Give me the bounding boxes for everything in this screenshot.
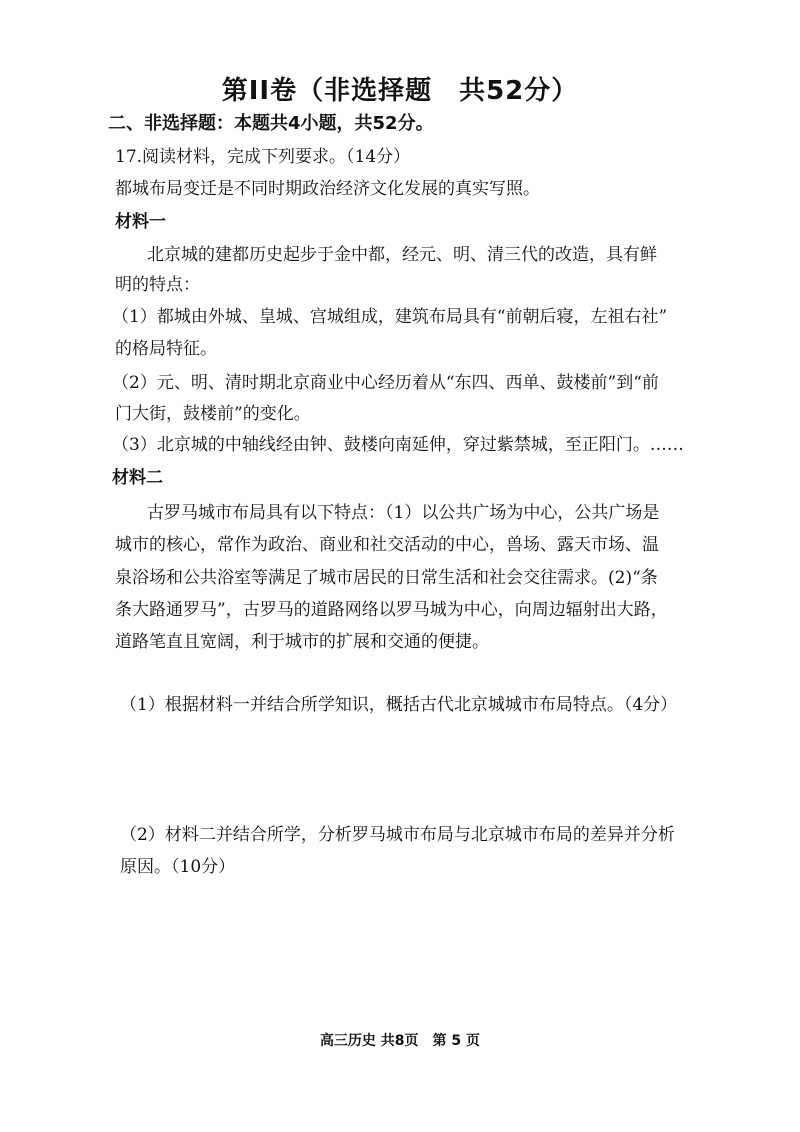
material-2-line: 城市的核心，常作为政治、商业和社交活动的中心，兽场、露天市场、温 <box>115 535 659 555</box>
section-heading: 二、非选择题：本题共4小题，共52分。 <box>108 113 434 134</box>
material-1-line: 北京城的建都历史起步于金中都，经元、明、清三代的改造，具有鲜 <box>147 245 657 265</box>
page-footer: 高三历史 共8页 第 5 页 <box>319 1033 481 1049</box>
material-1-line: （2）元、明、清时期北京商业中心经历着从“东四、西单、鼓楼前”到“前 <box>112 373 659 393</box>
material-1-line: 的格局特征。 <box>115 339 217 359</box>
material-2-line: 道路笔直且宽阔，利于城市的扩展和交通的便捷。 <box>115 632 489 652</box>
material-1-line: （3）北京城的中轴线经由钟、鼓楼向南延伸，穿过紫禁城，至正阳门。…… <box>112 435 684 455</box>
sub-question-2-continued: 原因。（10分） <box>120 857 236 877</box>
material-2-line: 泉浴场和公共浴室等满足了城市居民的日常生活和社会交往需求。(2)“条 <box>115 568 658 588</box>
material-1-line: （1）都城由外城、皇城、宫城组成，建筑布局具有“前朝后寝，左祖右社” <box>112 307 668 327</box>
question-17-label: 17.阅读材料，完成下列要求。（14分） <box>115 147 411 167</box>
material-2-line: 条大路通罗马”，古罗马的道路网络以罗马城为中心，向周边辐射出大路， <box>115 600 668 620</box>
sub-question-2: （2）材料二并结合所学，分析罗马城市布局与北京城市布局的差异并分析 <box>120 825 675 845</box>
material-1-line: 明的特点： <box>115 275 200 295</box>
material-2-line: 古罗马城市布局具有以下特点：（1）以公共广场为中心，公共广场是 <box>147 503 660 523</box>
question-17-intro: 都城布局变迁是不同时期政治经济文化发展的真实写照。 <box>115 179 540 199</box>
sub-question-1: （1）根据材料一并结合所学知识，概括古代北京城城市布局特点。（4分） <box>120 695 678 715</box>
material-2-heading: 材料二 <box>112 468 163 488</box>
material-1-line: 门大街，鼓楼前”的变化。 <box>115 404 311 424</box>
material-1-heading: 材料一 <box>115 212 166 232</box>
page-title: 第II卷（非选择题 共52分） <box>221 76 579 106</box>
